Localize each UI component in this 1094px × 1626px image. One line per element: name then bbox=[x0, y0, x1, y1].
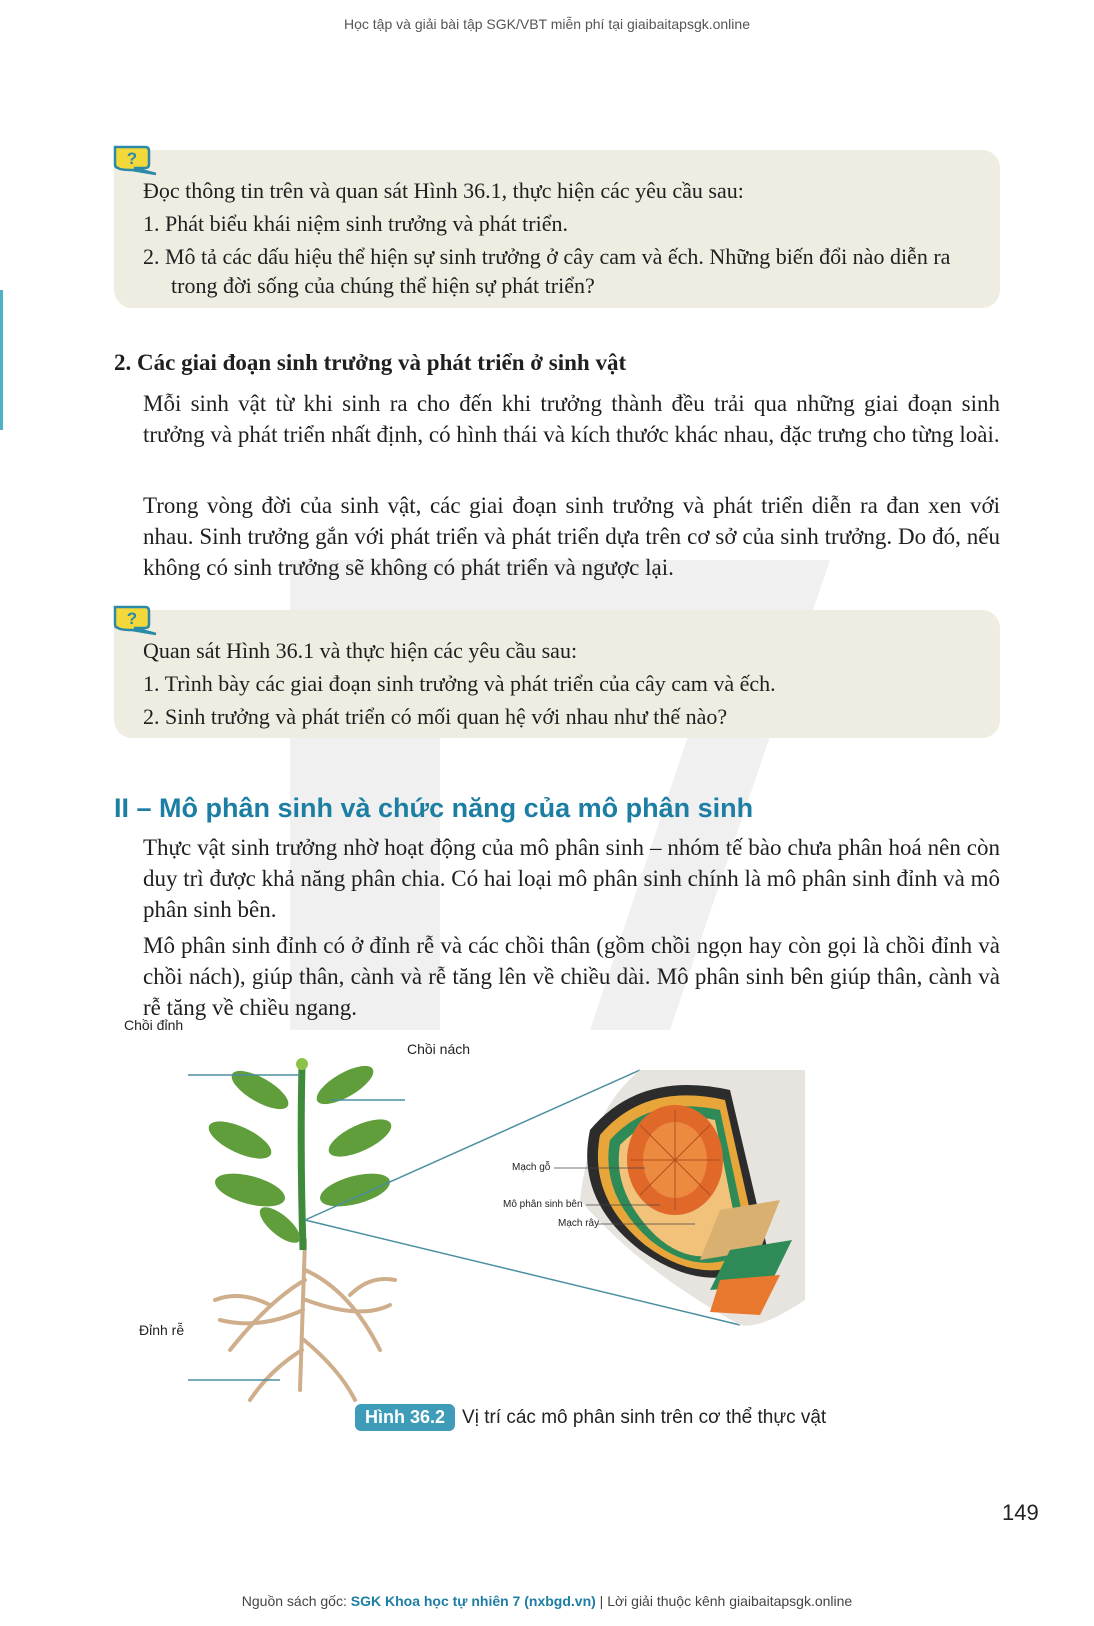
question-box-2 bbox=[114, 610, 1000, 738]
section-ii-paragraph-2: Mô phân sinh đỉnh có ở đỉnh rễ và các chồi thân (gồm chồi ngọn hay còn gọi là chồi đỉnh và chồi nách), giúp thân, cành và rễ tăng lên về chiều dài. Mô phân sinh bên giúp thân, cành và rễ tăng về chiều ngang. bbox=[143, 933, 1000, 1020]
figure-caption-badge: Hình 36.2 bbox=[355, 1404, 455, 1431]
question-1-item-2: 2. Mô tả các dấu hiệu thể hiện sự sinh trưởng ở cây cam và ếch. Những biến đổi nào diễn ra trong đời sống của chúng thể hiện sự phát triển? bbox=[143, 244, 951, 298]
page-footer bbox=[0, 1593, 1094, 1609]
figure-caption bbox=[355, 1404, 826, 1431]
question-1-item-1: 1. Phát biểu khái niệm sinh trưởng và phát triển. bbox=[143, 211, 568, 236]
section-ii-paragraph-1: Thực vật sinh trưởng nhờ hoạt động của mô phân sinh – nhóm tế bào chưa phân hoá nên còn duy trì được khả năng phân chia. Có hai loại mô phân sinh chính là mô phân sinh đỉnh và mô phân sinh bên. bbox=[143, 835, 1000, 922]
page-number: 149 bbox=[1002, 1500, 1039, 1525]
label-choi-nach: Chồi nách bbox=[407, 1041, 471, 1057]
figure-caption-text: Vị trí các mô phân sinh trên cơ thể thực vật bbox=[462, 1406, 827, 1428]
question-2-item-1: 1. Trình bày các giai đoạn sinh trưởng và phát triển của cây cam và ếch. bbox=[143, 671, 776, 696]
section-2-title: 2. Các giai đoạn sinh trưởng và phát triển ở sinh vật bbox=[114, 350, 627, 375]
section-2-paragraph-1: Mỗi sinh vật từ khi sinh ra cho đến khi trưởng thành đều trải qua những giai đoạn sinh trưởng và phát triển nhất định, có hình thái và kích thước khác nhau, đặc trưng cho từng loài. bbox=[143, 391, 1000, 447]
footer-prefix: Nguồn sách gốc: bbox=[241, 1593, 351, 1609]
question-bubble-icon bbox=[112, 144, 158, 178]
left-margin-bar bbox=[0, 290, 3, 430]
page-header: Học tập và giải bài tập SGK/VBT miễn phí tại giaibaitapsgk.online bbox=[344, 16, 750, 32]
label-dinh-re: Đỉnh rễ bbox=[139, 1322, 185, 1338]
question-box-1 bbox=[114, 150, 1000, 308]
label-mach-go: Mạch gỗ bbox=[512, 1162, 551, 1173]
footer-source-link[interactable]: SGK Khoa học tự nhiên 7 (nxbgd.vn) bbox=[350, 1593, 596, 1609]
label-choi-dinh: Chồi đỉnh bbox=[124, 1017, 184, 1033]
section-ii-title: II – Mô phân sinh và chức năng của mô phân sinh bbox=[114, 793, 754, 823]
plant-meristem-illustration bbox=[120, 1050, 860, 1440]
svg-text:?: ? bbox=[126, 149, 138, 168]
question-1-intro: Đọc thông tin trên và quan sát Hình 36.1, thực hiện các yêu cầu sau: bbox=[143, 178, 744, 203]
question-2-intro: Quan sát Hình 36.1 và thực hiện các yêu cầu sau: bbox=[143, 638, 578, 663]
question-bubble-icon bbox=[112, 604, 158, 638]
svg-text:?: ? bbox=[126, 609, 138, 628]
question-2-item-2: 2. Sinh trưởng và phát triển có mối quan hệ với nhau như thế nào? bbox=[143, 704, 728, 729]
label-mach-ray: Mạch rây bbox=[558, 1218, 600, 1229]
section-2-paragraph-2: Trong vòng đời của sinh vật, các giai đoạn sinh trưởng và phát triển diễn ra đan xen với nhau. Sinh trưởng gắn với phát triển và phát triển dựa trên cơ sở của sinh trưởng. Do đó, nếu không có sinh trưởng sẽ không có phát triển và ngược lại. bbox=[143, 493, 1000, 580]
footer-suffix: | Lời giải thuộc kênh giaibaitapsgk.online bbox=[595, 1593, 853, 1609]
label-mo-phan-sinh-ben: Mô phân sinh bên bbox=[503, 1199, 583, 1210]
